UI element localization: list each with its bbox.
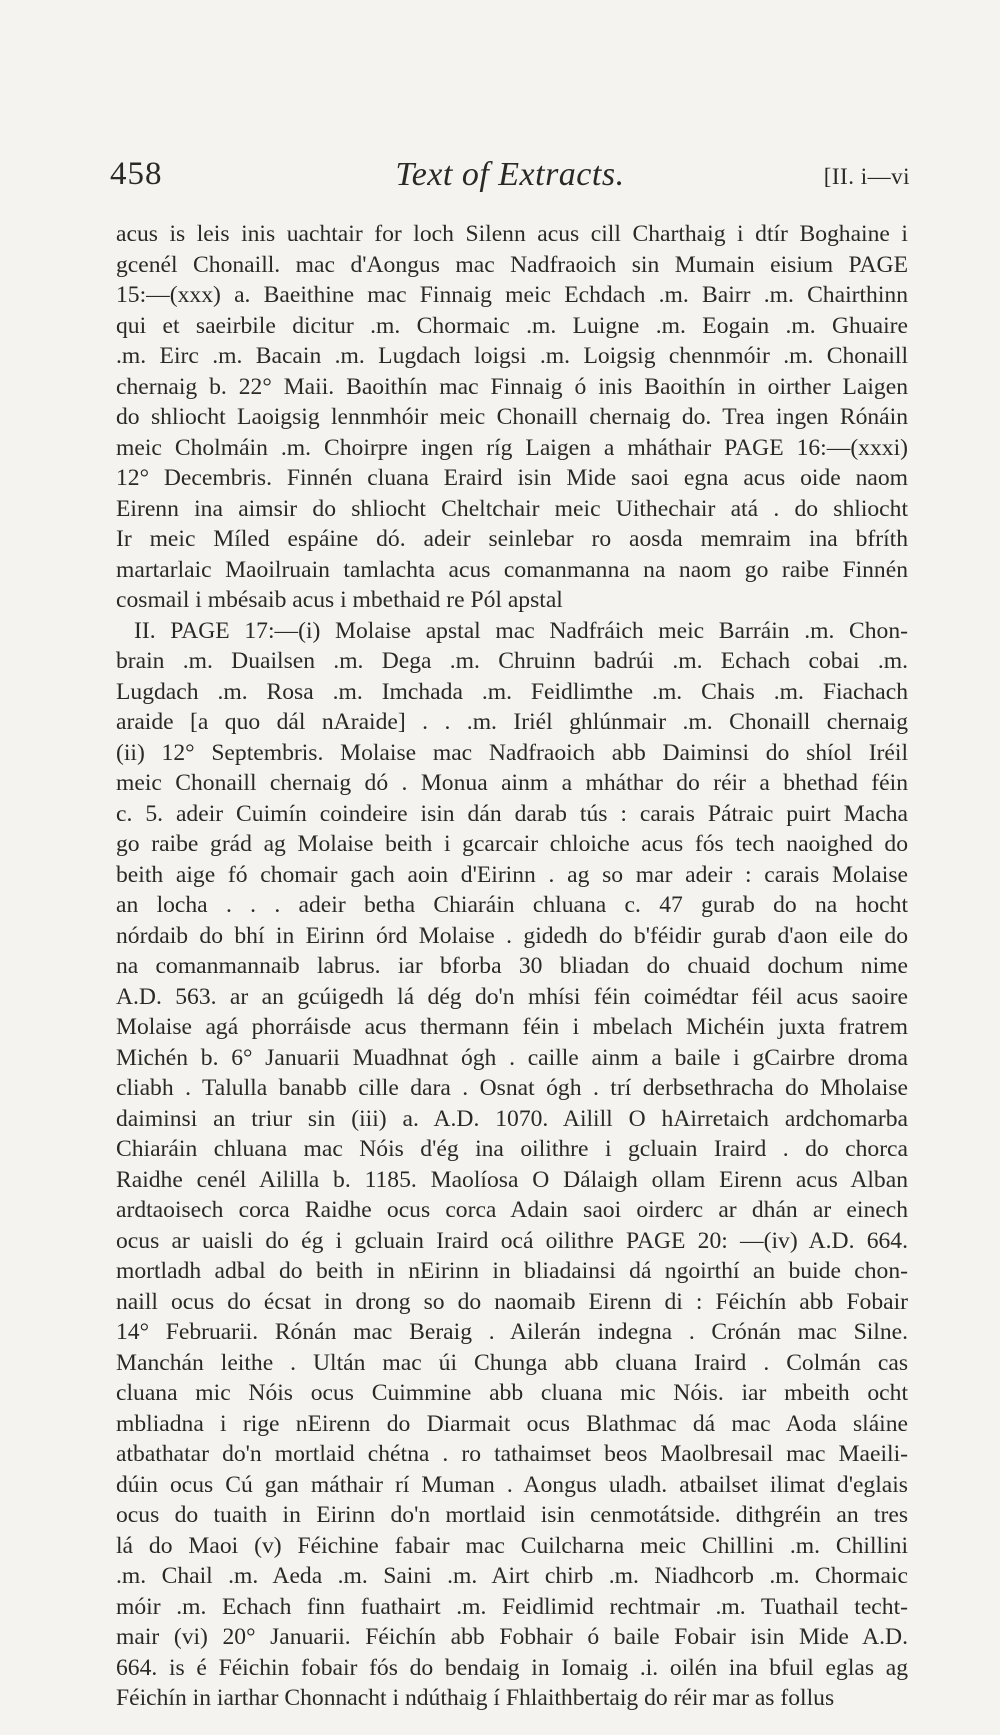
text-line: gcenél Chonaill. mac d'Aongus mac Nadfraoich sin Mumain eisium PAGE [116,251,908,278]
text-line: mortladh adbal do beith in nEirinn in bliadainsi dá ngoirthí an buide chon- [116,1258,908,1284]
text-line: meic Cholmáin .m. Choirpre ingen ríg Laigen a mháthair PAGE 16:—(xxxi) [116,434,908,461]
text-line: 664. is é Féichin fobair fós do bendaig in Iomaig .i. oilén ina bfuil eglas ag [116,1654,908,1681]
text-line: na comanmannaib labrus. iar bforba 30 bliadan do chuaid dochum nime [116,953,908,979]
text-line: brain .m. Duailsen .m. Dega .m. Chruinn badrúi .m. Echach cobai .m. [116,648,908,674]
text-line: 15:—(xxx) a. Baeithine mac Finnaig meic Echdach .m. Bairr .m. Chairthinn [116,282,908,308]
text-line: dúin ocus Cú gan máthair rí Muman . Aongus uladh. atbailset ilimat d'eglais [116,1471,908,1498]
text-line: meic Chonaill chernaig dó . Monua ainm a mháthar do réir a bhethad féin [116,770,908,796]
text-line: araide [a quo dál nAraide] . . .m. Iriél ghlúnmair .m. Chonaill chernaig [116,709,908,735]
text-line: Manchán leithe . Ultán mac úi Chunga abb cluana Iraird . Colmán cas [116,1349,908,1376]
text-line: Ir meic Míled espáine dó. adeir seinlebar ro aosda memraim ina bfríth [116,526,908,552]
text-line: go raibe grád ag Molaise beith i gcarcair chloiche acus fós tech naoighed do [116,831,908,857]
text-line: ardtaoisech corca Raidhe ocus corca Adain saoi oirderc ar dhán ar einech [116,1197,908,1223]
text-line: A.D. 563. ar an gcúigedh lá dég do'n mhísi féin coimédtar féil acus saoire [116,983,908,1010]
section-reference: [II. i—vi [823,164,910,189]
text-line: mair (vi) 20° Januarii. Féichín abb Fobhair ó baile Fobair isin Mide A.D. [116,1624,908,1650]
text-line: an locha . . . adeir betha Chiaráin chluana c. 47 gurab do na hocht [116,892,908,918]
text-line: lá do Maoi (v) Féichine fabair mac Cuilcharna meic Chillini .m. Chillini [116,1532,908,1559]
text-line: do shliocht Laoigsig lennmhóir meic Chonaill chernaig do. Trea ingen Rónáin [116,404,908,430]
text-line: daiminsi an triur sin (iii) a. A.D. 1070. Ailill O hAirretaich ardchomarba [116,1105,908,1132]
text-line: martarlaic Maoilruain tamlachta acus comanmanna na naom go raibe Finnén [116,556,908,583]
text-line: mbliadna i rige nEirenn do Diarmait ocus Blathmac dá mac Aoda sláine [116,1410,908,1437]
text-line: 14° Februarii. Rónán mac Beraig . Ailerán indegna . Crónán mac Silne. [116,1319,908,1345]
text-line: ocus do tuaith in Eirinn do'n mortlaid isin cenmotátside. dithgréin an tres [116,1502,908,1528]
text-line: atbathatar do'n mortlaid chétna . ro tathaimset beos Maolbresail mac Maeili- [116,1441,908,1467]
text-line: Raidhe cenél Aililla b. 1185. Maolíosa O Dálaigh ollam Eirenn acus Alban [116,1166,908,1193]
text-line: ocus ar uaisli do ég i gcluain Iraird ocá oilithre PAGE 20: —(iv) A.D. 664. [116,1227,908,1254]
text-line: II. PAGE 17:—(i) Molaise apstal mac Nadfráich meic Barráin .m. Chon- [134,617,908,644]
text-line: Eirenn ina aimsir do shliocht Cheltchair meic Uithechair atá . do shliocht [116,495,908,522]
body-text [116,219,908,1714]
text-line: 12° Decembris. Finnén cluana Eraird isin Mide saoi egna acus oide naom [116,465,908,491]
text-line: Lugdach .m. Rosa .m. Imchada .m. Feidlimthe .m. Chais .m. Fiachach [116,678,908,705]
text-line: Chiaráin chluana mac Nóis d'ég ina oilithre i gcluain Iraird . do chorca [116,1136,908,1162]
text-line: Féichín in iarthar Chonnacht i ndúthaig í Fhlaithbertaig do réir mar as follus [116,1685,835,1711]
text-line: .m. Chail .m. Aeda .m. Saini .m. Airt chirb .m. Niadhcorb .m. Chormaic [116,1563,908,1589]
running-title: Text of Extracts. [395,156,625,193]
text-line: cluana mic Nóis ocus Cuimmine abb cluana mic Nóis. iar mbeith ocht [116,1380,908,1406]
text-line: (ii) 12° Septembris. Molaise mac Nadfraoich abb Daiminsi do shíol Iréil [116,739,908,766]
text-line: c. 5. adeir Cuimín coindeire isin dán darab tús : carais Pátraic puirt Macha [116,800,908,827]
text-line: beith aige fó chomair gach aoin d'Eirinn . ag so mar adeir : carais Molaise [116,861,908,888]
text-line: chernaig b. 22° Maii. Baoithín mac Finnaig ó inis Baoithín in oirther Laigen [116,373,908,400]
text-line: Michén b. 6° Januarii Muadhnat ógh . caille ainm a baile i gCairbre droma [116,1044,908,1071]
text-line: nórdaib do bhí in Eirinn órd Molaise . gidedh do b'féidir gurab d'aon eile do [116,922,908,949]
text-line: naill ocus do écsat in drong so do naomaib Eirenn di : Féichín abb Fobair [116,1288,908,1315]
page-header [110,156,910,196]
text-line: Molaise agá phorráisde acus thermann féin i mbelach Michéin juxta fratrem [116,1014,908,1040]
text-line: cosmail i mbésaib acus i mbethaid re Pól apstal [116,587,563,613]
text-line: móir .m. Echach finn fuathairt .m. Feidlimid rechtmair .m. Tuathail techt- [116,1593,908,1620]
page-number: 458 [110,156,163,192]
text-line: cliabh . Talulla banabb cille dara . Osnat ógh . trí derbsethracha do Mholaise [116,1075,908,1101]
text-line: qui et saeirbile dicitur .m. Chormaic .m. Luigne .m. Eogain .m. Ghuaire [116,312,908,339]
text-line: .m. Eirc .m. Bacain .m. Lugdach loigsi .m. Loigsig chennmóir .m. Chonaill [116,343,908,369]
text-line: acus is leis inis uachtair for loch Silenn acus cill Charthaig i dtír Boghaine i [116,221,908,247]
